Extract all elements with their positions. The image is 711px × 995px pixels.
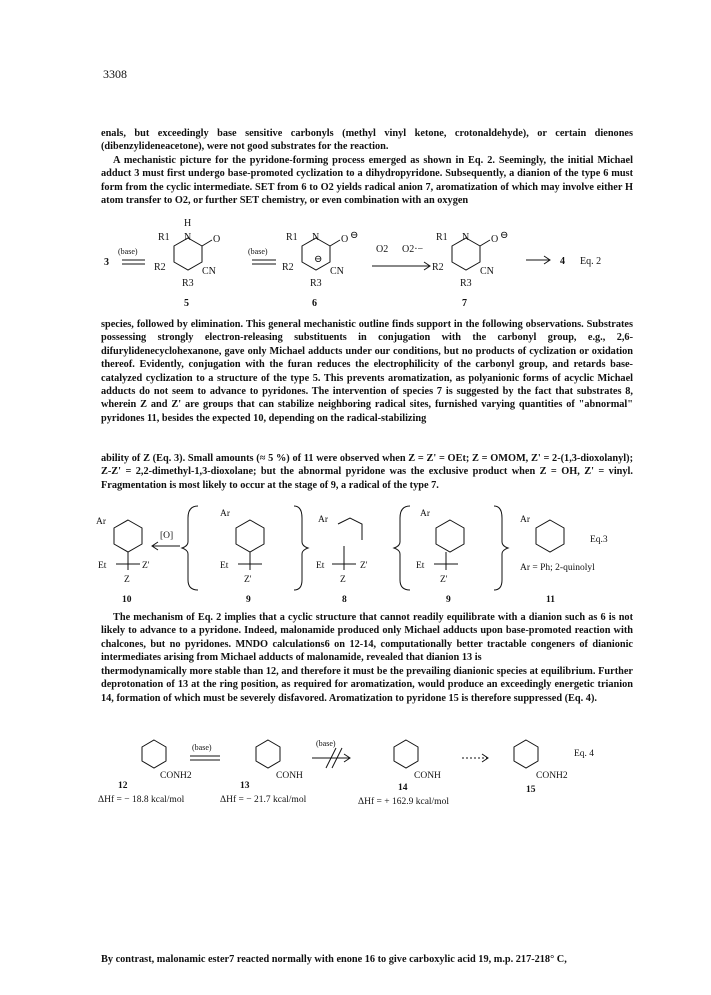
eq3-10-zp: Z' xyxy=(142,561,150,571)
eq4-12-conh2: CONH2 xyxy=(160,771,192,781)
eq2-6-o: O xyxy=(341,234,349,245)
eq2-o2: O2 xyxy=(376,244,389,255)
eq2-start-compound: 3 xyxy=(104,257,109,268)
eq2-base-2: (base) xyxy=(248,247,268,256)
page-number: 3308 xyxy=(103,67,127,81)
eq2-5-cn: CN xyxy=(202,266,216,277)
eq2-6-minus: ⊖ xyxy=(350,230,359,241)
eq4-dh-12: ΔHf = − 18.8 kcal/mol xyxy=(98,795,185,805)
eq4-13-conh: CONH xyxy=(276,771,303,781)
eq3-compound-9b: 9 xyxy=(446,595,451,605)
equation-4-scheme xyxy=(80,724,640,814)
eq2-product: 4 xyxy=(560,256,565,267)
eq2-7-n: N xyxy=(462,232,470,243)
eq2-compound-5: 5 xyxy=(184,298,189,309)
eq3-10-ar: Ar xyxy=(96,517,107,527)
eq3-8-zp: Z' xyxy=(360,561,368,571)
eq3-9b-ar: Ar xyxy=(420,509,431,519)
eq4-compound-12: 12 xyxy=(118,781,128,791)
eq2-7-r2: R2 xyxy=(432,262,444,273)
eq2-6-ring-minus: ⊖ xyxy=(314,254,323,265)
eq2-7-o: O xyxy=(491,234,499,245)
eq2-7-cn: CN xyxy=(480,266,494,277)
eq2-compound-6: 6 xyxy=(312,298,317,309)
eq2-6-r1: R1 xyxy=(286,232,298,243)
eq2-compound-7: 7 xyxy=(462,298,467,309)
eq2-7-r1: R1 xyxy=(436,232,448,243)
eq3-8-et: Et xyxy=(316,561,325,571)
eq2-5-h: H xyxy=(184,218,192,229)
eq3-8-z: Z xyxy=(340,575,346,585)
eq3-compound-9a: 9 xyxy=(246,595,251,605)
eq2-7-r3: R3 xyxy=(460,278,472,289)
eq2-5-r2: R2 xyxy=(154,262,166,273)
eq3-label: Eq.3 xyxy=(590,535,608,545)
equation-3-scheme xyxy=(80,498,640,606)
eq4-compound-15: 15 xyxy=(526,785,536,795)
eq2-5-o: O xyxy=(213,234,221,245)
paragraph-3a: species, followed by elimination. This general mechanistic outline finds support in the following observations. Substrates possessing strongly electron-releasing substituents in conjugation with the carbonyl group, e.g., 2,6-difurylidenecyclohexanone, gave only Michael adducts under our conditions, but no products of cyclization or oxidation thereof. Evidently, conjugation with the furan reduces the electrophilicity of the carbonyl group, and retards base-catalyzed cyclization to a structure of the type 5. This prevents aromatization, as polyanionic forms of acyclic Michael adducts do not seem to advance to pyridones. The intervention of species 7 is suggested by the fact that substrates 8, wherein Z and Z' are groups that can stabilize neighboring radical sites, furnished varying quantities of "abnormal" pyridones 11, besides the expected 10, depending on the radical-stabilizing xyxy=(101,319,633,424)
eq4-base-1: (base) xyxy=(192,743,212,752)
eq3-9b-zp: Z' xyxy=(440,575,448,585)
eq2-6-r2: R2 xyxy=(282,262,294,273)
eq3-8-ar: Ar xyxy=(318,515,329,525)
eq3-oxidation: [O] xyxy=(160,531,174,541)
eq4-dh-14: ΔHf = + 162.9 kcal/mol xyxy=(358,797,449,807)
paragraph-4a: The mechanism of Eq. 2 implies that a cyclic structure that cannot readily equilibrate with a dianion such as 6 is not likely to advance to a pyridone. Indeed, malonamide produced only Michael adducts upon base-promoted reaction with chalcones, but no pyridones. MNDO calculations6 on 12-14, computationally better tractable congeners of dianionic intermediates arising from Michael adducts of malonamide, revealed that dianion 13 is xyxy=(101,612,633,664)
eq3-compound-10: 10 xyxy=(122,595,132,605)
eq3-9b-et: Et xyxy=(416,561,425,571)
eq3-compound-8: 8 xyxy=(342,595,347,605)
eq4-dh-13: ΔHf = − 21.7 kcal/mol xyxy=(220,795,307,805)
eq2-6-r3: R3 xyxy=(310,278,322,289)
eq3-10-z: Z xyxy=(124,575,130,585)
eq3-ar-definition: Ar = Ph; 2-quinolyl xyxy=(520,563,595,573)
eq4-label: Eq. 4 xyxy=(574,749,595,759)
eq2-6-cn: CN xyxy=(330,266,344,277)
eq2-label: Eq. 2 xyxy=(580,256,602,267)
eq4-compound-13: 13 xyxy=(240,781,250,791)
eq2-5-r3: R3 xyxy=(182,278,194,289)
paragraph-1: enals, but exceedingly base sensitive carbonyls (methyl vinyl ketone, crotonaldehyde), or certain dienones (dibenzylideneacetone), were not good substrates for the reaction. xyxy=(101,128,633,153)
eq3-compound-11: 11 xyxy=(546,595,555,605)
eq4-14-conh: CONH xyxy=(414,771,441,781)
eq2-7-minus: ⊖ xyxy=(500,230,509,241)
paragraph-2: A mechanistic picture for the pyridone-forming process emerged as shown in Eq. 2. Seemingly, the initial Michael adduct 3 must first undergo base-promoted cyclization to a dihydropyridone. Subsequently, a dianion of the type 6 must form from the cyclic intermediate. SET from 6 to O2 yields radical anion 7, aromatization of which may involve either H atom transfer to O2, or further SET chemistry, or even combination with an oxygen xyxy=(101,155,633,207)
eq3-11-ar: Ar xyxy=(520,515,531,525)
eq2-6-n: N xyxy=(312,232,320,243)
eq3-9a-et: Et xyxy=(220,561,229,571)
paragraph-5: By contrast, malonamic ester7 reacted normally with enone 16 to give carboxylic acid 19, m.p. 217-218° C, xyxy=(101,954,567,965)
eq3-9a-zp: Z' xyxy=(244,575,252,585)
eq2-5-r1: R1 xyxy=(158,232,170,243)
eq4-15-conh2: CONH2 xyxy=(536,771,568,781)
paragraph-3b: ability of Z (Eq. 3). Small amounts (≈ 5 %) of 11 were observed when Z = Z' = OEt; Z = OMOM, Z' = 2-(1,3-dioxolanyl); Z-Z' = 2,2-dimethyl-1,3-dioxolane; but the abnormal pyridone was the exclusive product when Z = OH, Z' = vinyl. Fragmentation is most likely to occur at the stage of 9, a radical of the type 7. xyxy=(101,453,633,491)
eq4-base-2: (base) xyxy=(316,739,336,748)
eq2-5-n: N xyxy=(184,232,192,243)
eq4-compound-14: 14 xyxy=(398,783,408,793)
paragraph-4b: thermodynamically more stable than 12, and therefore it must be the prevailing dianionic species at equilibrium. Further deprotonation of 13 at the ring position, as required for aromatization, would produce an exceedingly energetic trianion 14, formation of which must be severely disfavored. Aromatization to pyridone 15 is therefore suppressed (Eq. 4). xyxy=(101,666,633,704)
eq2-o2-radical: O2·− xyxy=(402,244,424,255)
equation-2-scheme xyxy=(80,210,640,310)
eq3-10-et: Et xyxy=(98,561,107,571)
eq3-9a-ar: Ar xyxy=(220,509,231,519)
eq2-base-1: (base) xyxy=(118,247,138,256)
